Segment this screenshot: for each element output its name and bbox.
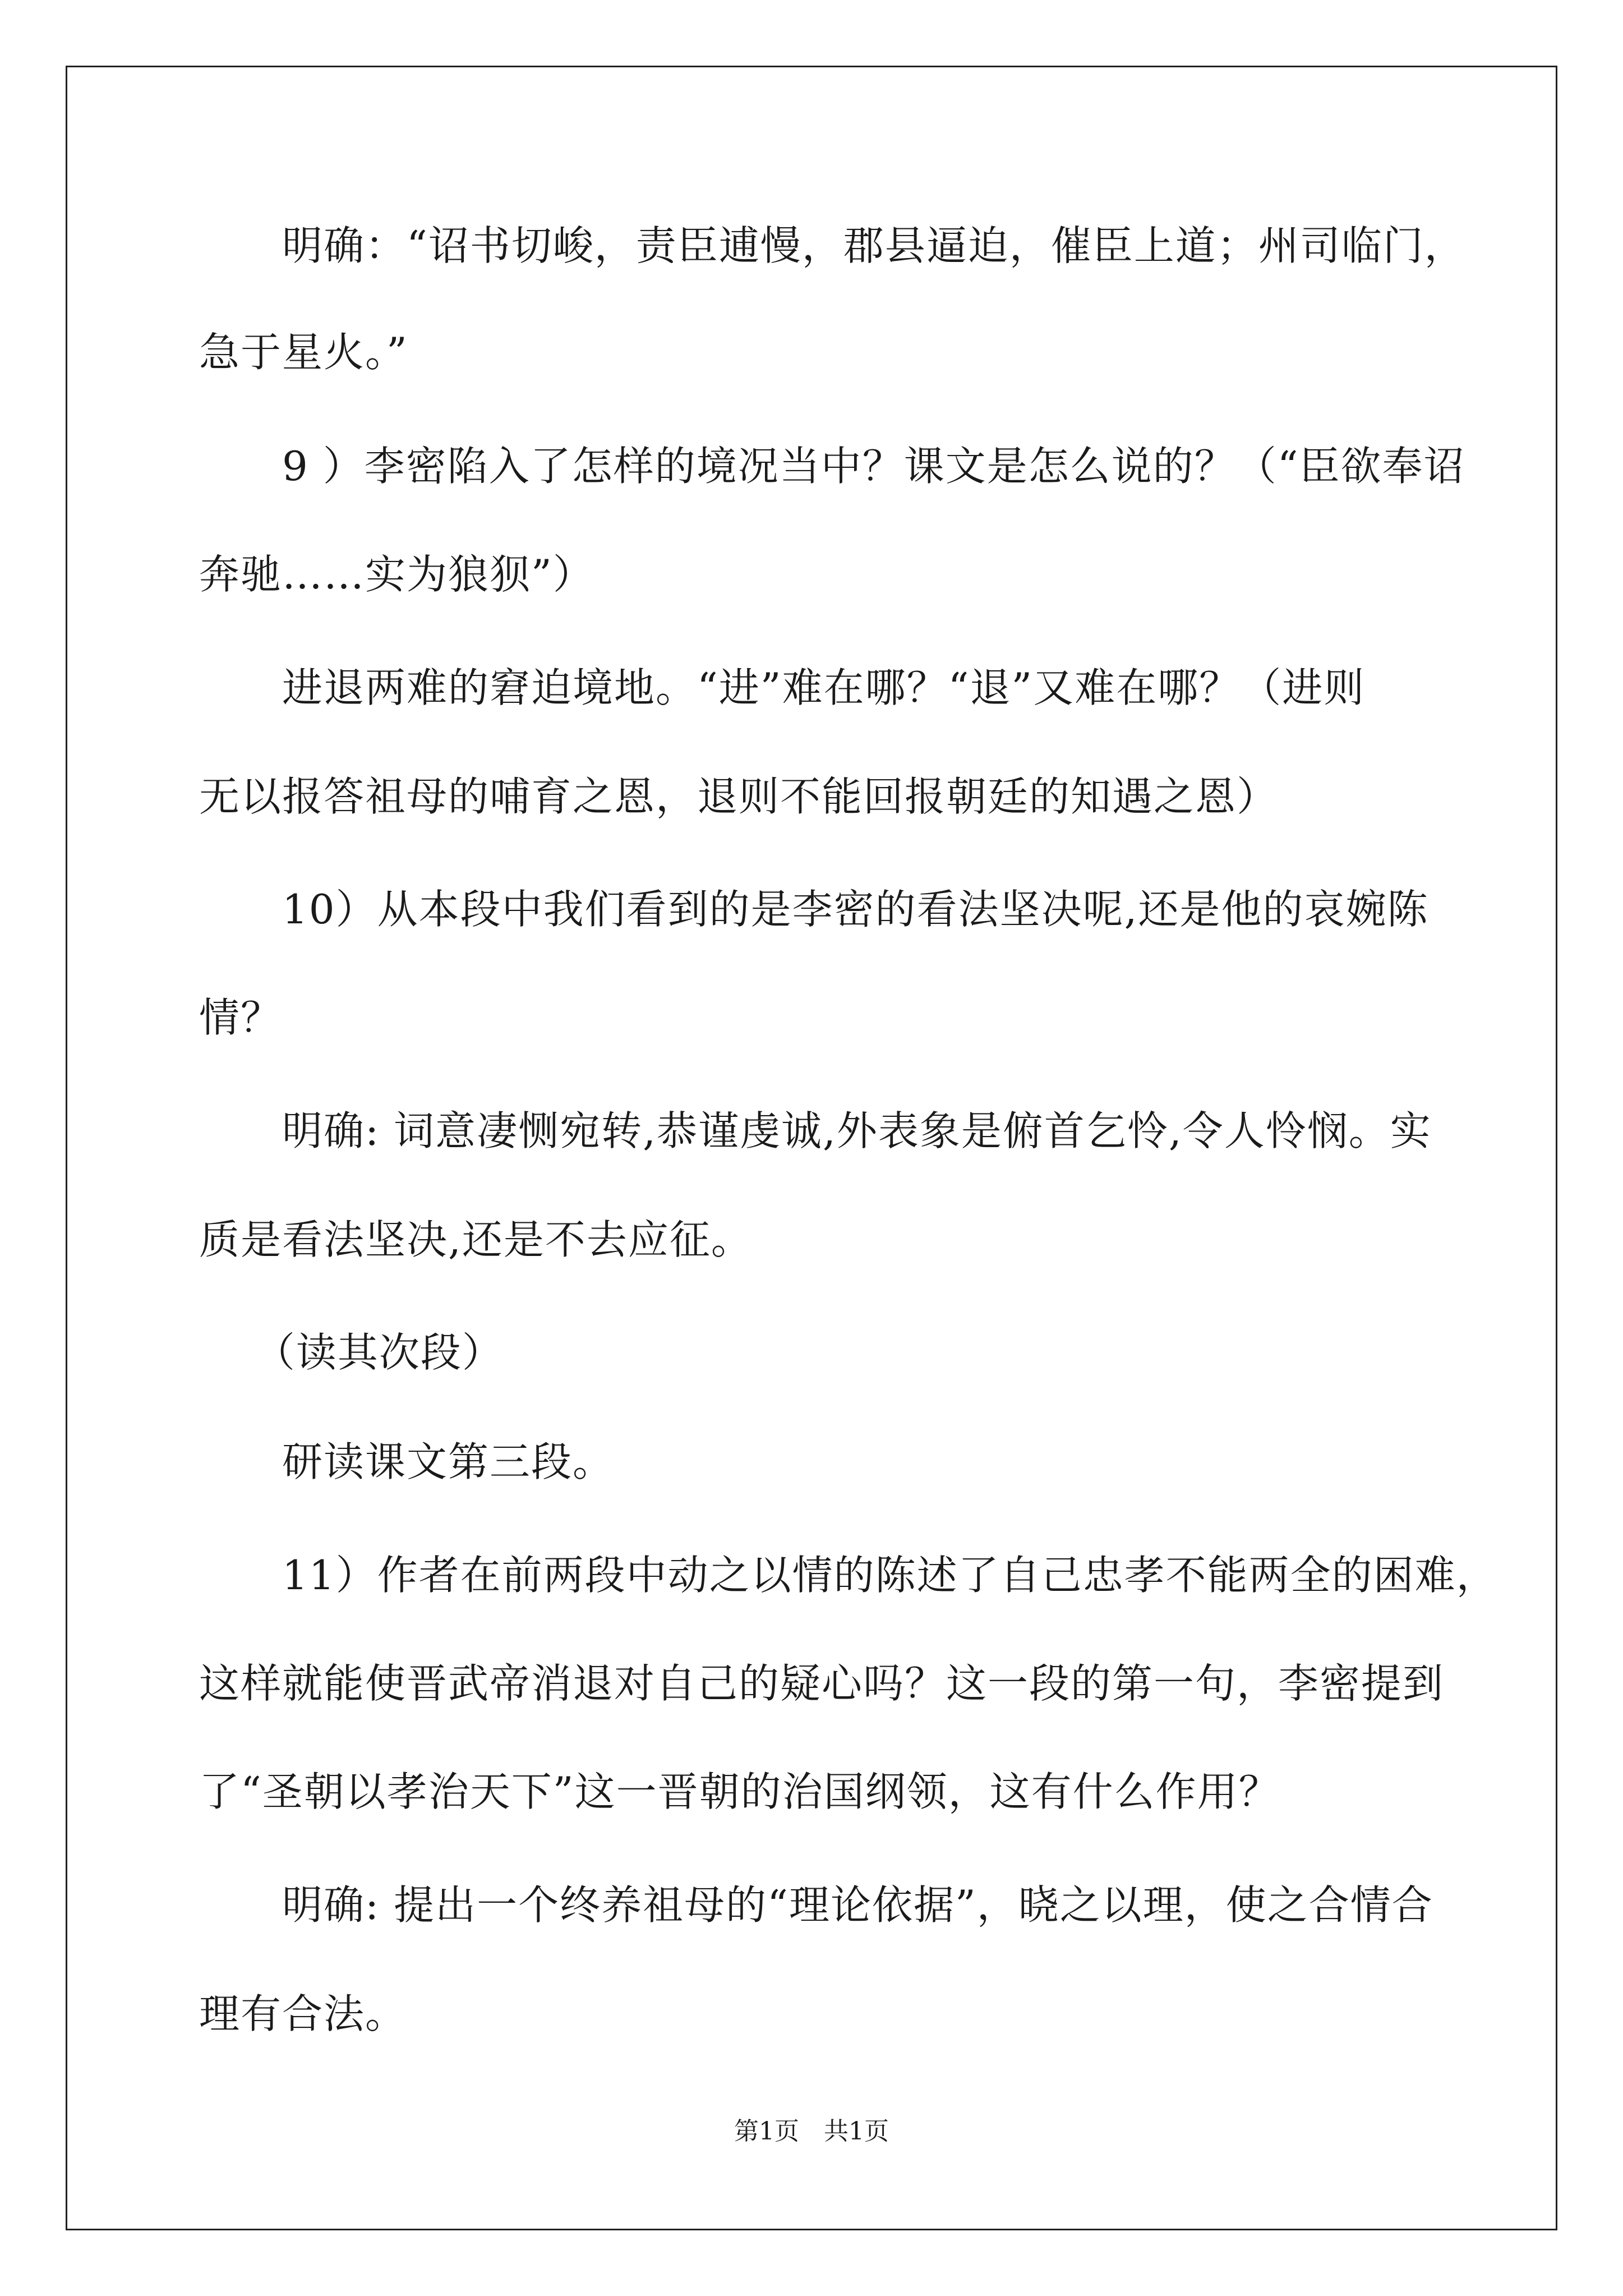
text-line: 急于星火。” <box>199 329 408 376</box>
text-line: 明确: 提出一个终养祖母的“理论依据”，晓之以理，使之合情合 <box>199 1881 1433 1929</box>
text-line: 无以报答祖母的哺育之恩，退则不能回报朝廷的知遇之恩） <box>199 773 1279 820</box>
text-line: （读其次段） <box>199 1329 504 1376</box>
text-line: 质是看法坚决,还是不去应征。 <box>199 1216 753 1263</box>
text-line: 这样就能使晋武帝消退对自己的疑心吗？这一段的第一句，李密提到 <box>199 1660 1445 1707</box>
text-line: 明确：“诏书切峻，责臣逋慢，郡县逼迫，催臣上道；州司临门， <box>199 222 1466 269</box>
text-line: 明确: 词意凄恻宛转,恭谨虔诚,外表象是俯首乞怜,令人怜悯。实 <box>199 1107 1432 1154</box>
text-line: 理有合法。 <box>199 1990 407 2037</box>
text-line: 奔驰……实为狼狈”） <box>199 551 594 598</box>
text-line: 研读课文第三段。 <box>199 1438 615 1485</box>
text-line: 进退两难的窘迫境地。“进”难在哪？“退”又难在哪？（进则 <box>199 664 1366 711</box>
text-line: 了“圣朝以孝治天下”这一晋朝的治国纲领，这有什么作用？ <box>199 1768 1280 1815</box>
text-line: 11）作者在前两段中动之以情的陈述了自己忠孝不能两全的困难， <box>199 1552 1498 1599</box>
text-line: 情？ <box>199 994 283 1041</box>
text-line: 10）从本段中我们看到的是李密的看法坚决呢,还是他的哀婉陈 <box>199 886 1429 933</box>
page-footer: 第1页 共1页 <box>734 2117 889 2146</box>
text-line: 9 ）李密陷入了怎样的境况当中？课文是怎么说的？（“臣欲奉诏 <box>199 443 1465 490</box>
